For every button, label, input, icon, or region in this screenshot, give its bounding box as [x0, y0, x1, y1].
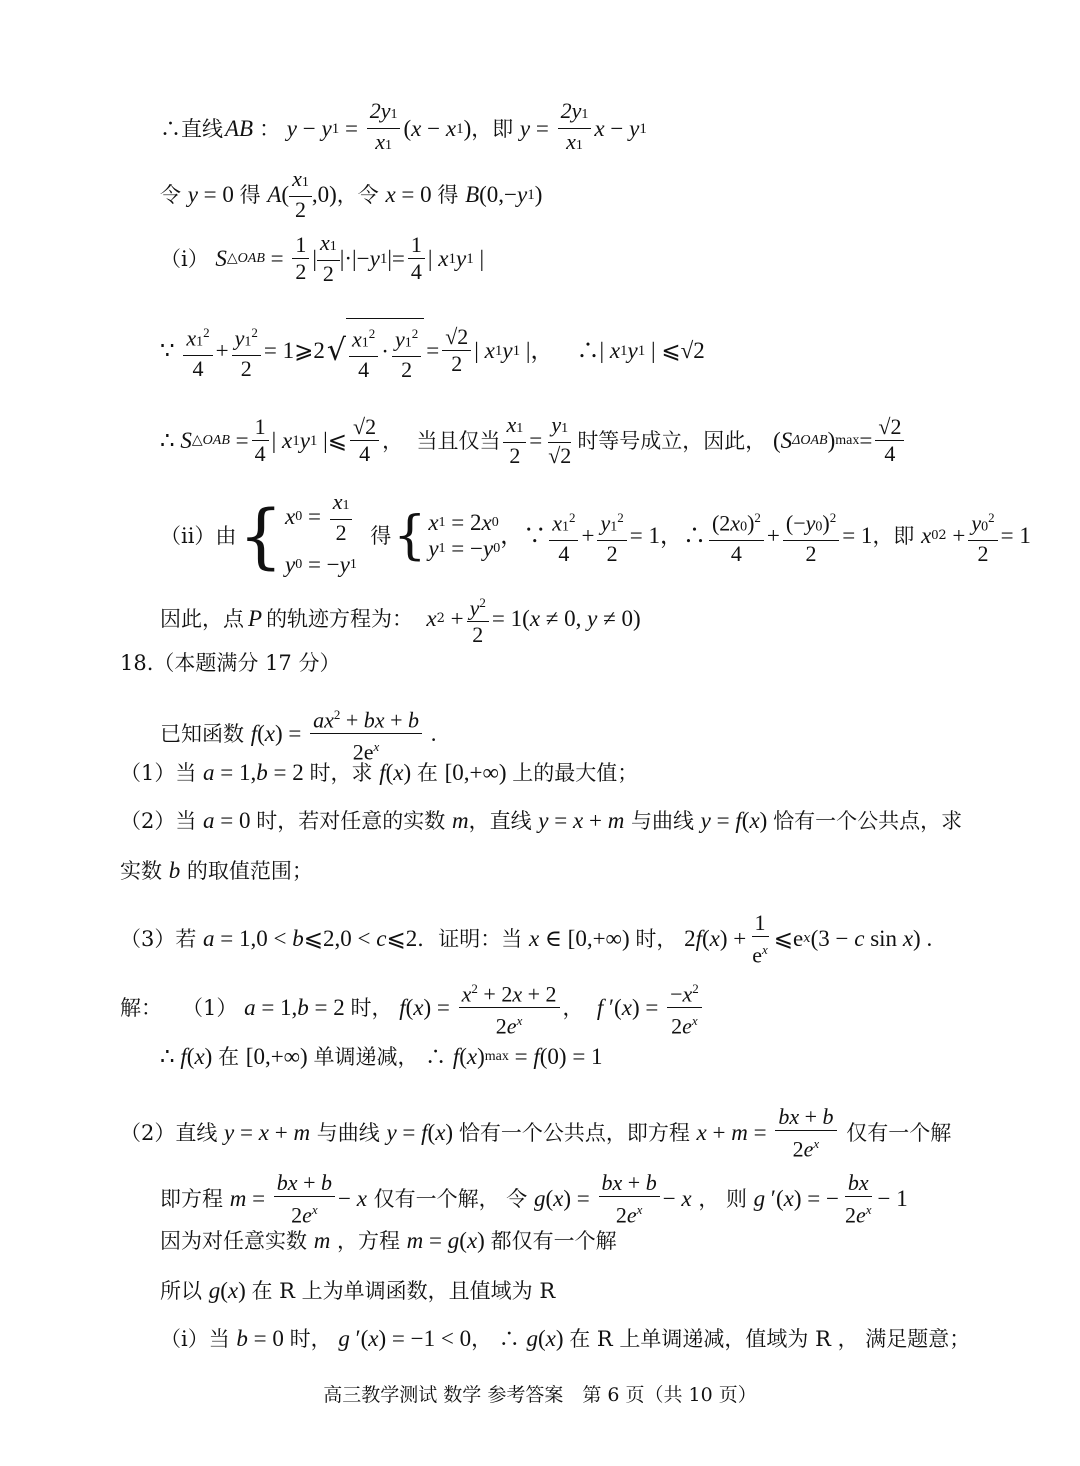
solution-line-7: 因此，点 P 的轨迹方程为： x 2 + $\frac{y^2}{2}$ = 1( x ≠ 0, y ≠ 0): [160, 590, 641, 648]
solution-part-2-line-5: （i）当 b = 0 时， g ′( x ) = −1 < 0 ， ∴ g ( x ) 在 R 上单调递减，值域为 R ， 满足题意；: [160, 1326, 971, 1351]
problem-18-part-3: （3）若 a = 1,0 < b ⩽2,0 < c ⩽2 ．证明：当 x ∈ [0,+∞) 时， 2 f ( x ) + $\frac{1}{e^x}$ ⩽e x (3 − c sin x ) .: [120, 910, 933, 968]
solution-part-1-conclusion: ∴ f ( x ) 在 [0,+∞) 单调递减， ∴ f ( x ) max = f (0) = 1: [160, 1044, 603, 1069]
solution-part-2-line-3: 因为对任意实数 m ，方程 m = g ( x ) 都仅有一个解: [160, 1228, 617, 1253]
solution-line-2: 令 y = 0 得 A ( $\frac{x1}{2}$ ,0) ，令 x = 0 得 B (0,− y 1 ): [160, 166, 543, 222]
solution-part-1: 解： （1） a = 1, b = 2 时， f ( x ) = $\frac{x^2 + 2x + 2}{2e^x}$ ， f ′( x ) = $\frac{-x^2}{2e^x}$: [120, 976, 705, 1040]
solution-line-4: ∵ $\frac{x1^2}{4}$ + $\frac{y1^2}{2}$ = 1⩾2 √ $\frac{x1^2}{4}$ · $\frac{y1^2}{2}$ = $\frac{√2}{2}$ | x 1 y 1 |， ∴| x 1 y 1 | ⩽√2: [160, 318, 705, 383]
solution-part-2-line-1: （2）直线 y = x + m 与曲线 y = f ( x ) 恰有一个公共点，即方程 x + m = $\frac{bx + b}{2e^x}$ 仅有一个解: [120, 1104, 952, 1162]
solution-part-2-line-2: 即方程 m = $\frac{bx + b}{2e^x}$ − x 仅有一个解， 令 g ( x ) = $\frac{bx + b}{2e^x}$ − x ， 则 g ′( x ) = − $\frac{bx}{2e^x}$ − 1: [160, 1170, 908, 1228]
solution-line-1: ∴直线 AB ： y − y 1 = $\frac{2y1}{x1}$ ( x − x 1 ) ，即 y = $\frac{2y1}{x1}$ x − y 1: [160, 98, 647, 154]
problem-18-part-2-cont: 实数 b 的取值范围；: [120, 858, 313, 883]
solution-part-2-line-4: 所以 g ( x ) 在 R 上为单调函数，且值域为 R: [160, 1278, 556, 1303]
problem-18-heading: 18.（本题满分 17 分）: [120, 651, 341, 675]
problem-18-function: 已知函数 f ( x ) = $\frac{ax^2 + bx + b}{2e^x}$ .: [160, 702, 436, 766]
page-footer: 高三教学测试 数学 参考答案 第 6 页（共 10 页）: [323, 1384, 757, 1406]
problem-18-part-1: （1）当 a = 1, b = 2 时，求 f ( x ) 在 [0,+∞) 上的最大值；: [120, 760, 639, 785]
solution-line-3: （i） S △OAB = $\frac{1}{2}$ | $\frac{x1}{2}$ |·|− y 1 |= $\frac{1}{4}$ | x 1 y 1 |: [160, 230, 485, 286]
solution-line-5: ∴ S △OAB = $\frac{1}{4}$ | x 1 y 1 |⩽ $\frac{√2}{4}$ ， 当且仅当 $\frac{x1}{2}$ = $\frac{y1}{√2}$ 时等号成立，因此， ( S ΔOAB ) max = $\frac{√2}{4}$: [160, 412, 907, 469]
solution-line-6: （ii）由 { x 0 = $\frac{x1}{2}$ y 0 = − y 1 得 { x 1 = 2 x 0 y 1 = − y 0 ，∵ $\frac{x1^2}{4}$ + $\frac{y1^2}{2}$ = 1，∴ $\frac{(2x0)^2}{4}$ + $\frac{(-y0)^2}{2}$ = 1 ，即 x 0 2 + $\frac{y0^2}{2}$ = 1: [160, 488, 1031, 577]
problem-18-part-2: （2）当 a = 0 时，若对任意的实数 m ，直线 y = x + m 与曲线 y = f ( x ) 恰有一个公共点，求: [120, 808, 963, 833]
